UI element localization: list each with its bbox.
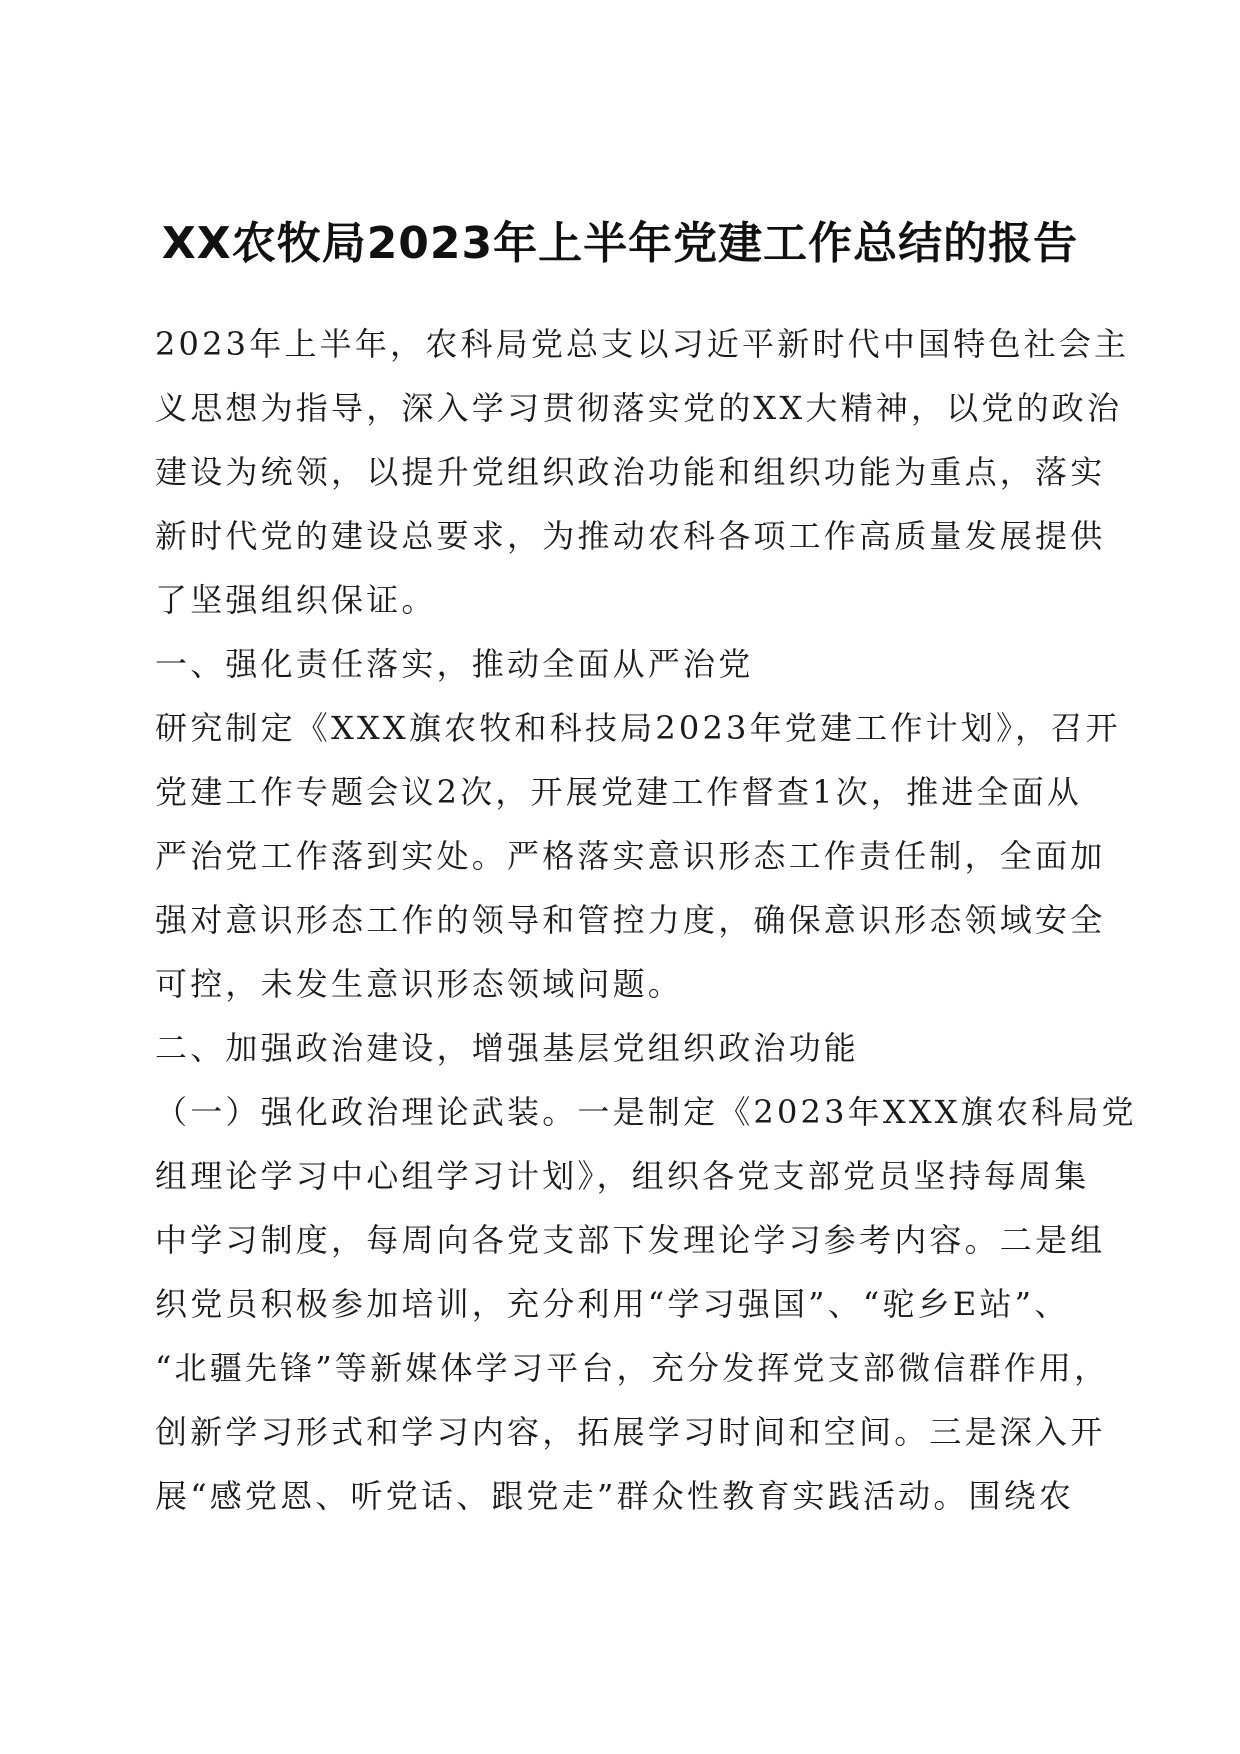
paragraph-line: 义思想为指导，深入学习贯彻落实党的XX大精神，以党的政治 xyxy=(155,389,1123,427)
paragraph-line: 中学习制度，每周向各党支部下发理论学习参考内容。二是组 xyxy=(155,1221,1106,1259)
document-title: XX农牧局2023年上半年党建工作总结的报告 xyxy=(161,218,1079,269)
document-body xyxy=(155,312,1137,1528)
paragraph-line: 了坚强组织保证。 xyxy=(155,581,437,619)
paragraph-line: 强对意识形态工作的领导和管控力度，确保意识形态领域安全 xyxy=(155,901,1106,939)
section-heading-2: 二、加强政治建设，增强基层党组织政治功能 xyxy=(155,1029,860,1067)
paragraph-line: “北疆先锋”等新媒体学习平台，充分发挥党支部微信群作用， xyxy=(155,1349,1110,1387)
paragraph-line: 严治党工作落到实处。严格落实意识形态工作责任制，全面加 xyxy=(155,837,1106,875)
section-heading-1: 一、强化责任落实，推动全面从严治党 xyxy=(155,645,754,683)
paragraph-line: 2023年上半年，农科局党总支以习近平新时代中国特色社会主 xyxy=(155,325,1130,363)
paragraph-line: 织党员积极参加培训，充分利用“学习强国”、“驼乡E站”、 xyxy=(155,1285,1070,1323)
paragraph-line: 新时代党的建设总要求，为推动农科各项工作高质量发展提供 xyxy=(155,517,1106,555)
paragraph-line: 创新学习形式和学习内容，拓展学习时间和空间。三是深入开 xyxy=(155,1413,1106,1451)
paragraph-line: 研究制定《XXX旗农牧和科技局2023年党建工作计划》，召开 xyxy=(155,709,1121,747)
subsection-line: （一）强化政治理论武装。一是制定《2023年XXX旗农科局党 xyxy=(155,1093,1137,1131)
paragraph-line: 党建工作专题会议2次，开展党建工作督查1次，推进全面从 xyxy=(155,773,1083,811)
paragraph-line: 展“感党恩、听党话、跟党走”群众性教育实践活动。围绕农 xyxy=(155,1477,1075,1515)
paragraph-line: 建设为统领，以提升党组织政治功能和组织功能为重点，落实 xyxy=(155,453,1106,491)
paragraph-line: 组理论学习中心组学习计划》，组织各党支部党员坚持每周集 xyxy=(155,1157,1090,1195)
paragraph-line: 可控，未发生意识形态领域问题。 xyxy=(155,965,684,1003)
